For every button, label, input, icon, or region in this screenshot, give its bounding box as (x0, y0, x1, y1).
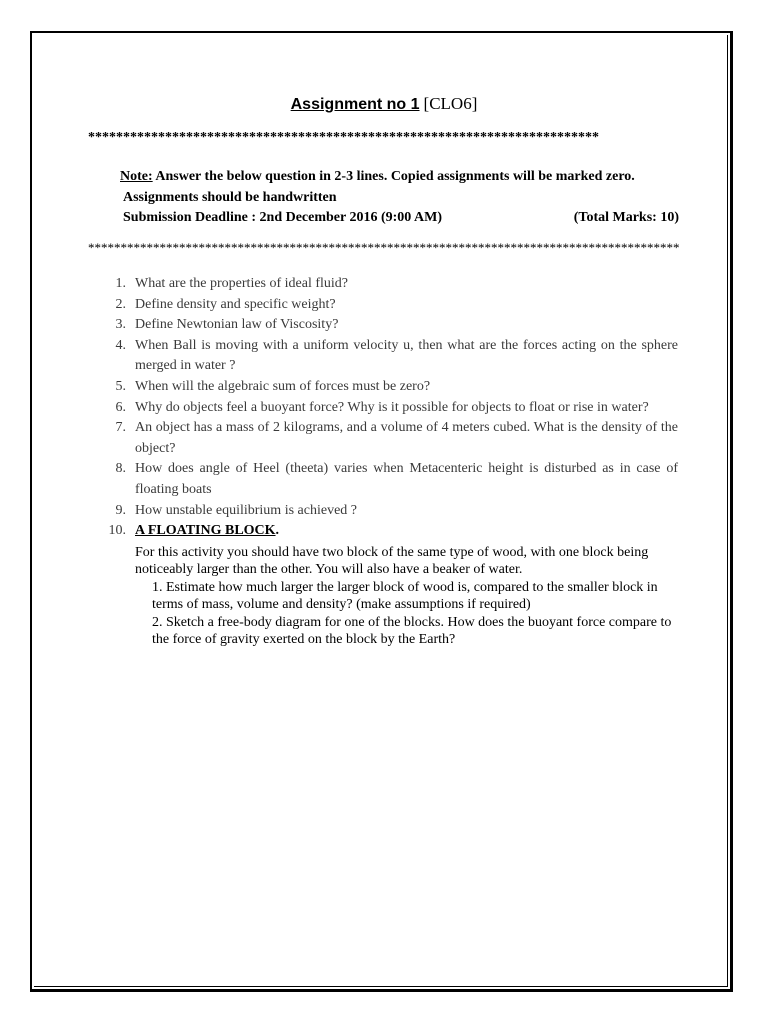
question-text: What are the properties of ideal fluid? (135, 276, 349, 291)
question-item (100, 315, 678, 336)
question-item-activity (100, 521, 678, 649)
question-text: Why do objects feel a buoyant force? Why is it possible for objects to float or rise in water? (135, 399, 649, 415)
total-marks: (Total Marks: 10) (573, 210, 679, 225)
question-item (100, 418, 678, 459)
question-text: How unstable equilibrium is achieved ? (135, 502, 357, 518)
question-number: 9. (115, 502, 126, 518)
question-number: 6. (115, 399, 126, 415)
question-item (100, 274, 678, 295)
question-number: 2. (115, 296, 126, 312)
question-text: Define Newtonian law of Viscosity? (135, 317, 339, 333)
question-item (100, 377, 678, 398)
activity-heading-dot: . (275, 523, 280, 539)
question-text: Define density and specific weight? (135, 296, 336, 312)
question-item (100, 501, 678, 522)
question-text: When Ball is moving with a uniform velocity u, then what are the forces acting on the sphere merged in water ? (135, 337, 678, 374)
course-code: [CLO6] (423, 94, 478, 113)
activity-heading: A FLOATING BLOCK (135, 523, 276, 539)
question-item (100, 336, 678, 377)
question-number: 3. (115, 317, 126, 333)
question-number: 4. (115, 337, 126, 353)
activity-task-2: 2. Sketch a free-body diagram for one of the blocks. How does the buoyant force compare to the force of gravity exerted on the block by the Earth? (152, 614, 672, 648)
question-text: When will the algebraic sum of forces must be zero? (135, 378, 431, 394)
question-number: 7. (115, 420, 126, 436)
separator-top: ************************************************************************* (88, 130, 599, 145)
note-label: Note: (120, 169, 153, 184)
assignment-title (0, 94, 768, 115)
question-number: 8. (115, 461, 126, 477)
question-number: 10. (108, 523, 126, 539)
question-text: How does angle of Heel (theeta) varies when Metacenteric height is disturbed as in case of floating boats (135, 461, 678, 497)
submission-deadline: Submission Deadline : 2nd December 2016 (9:00 AM) (123, 210, 443, 225)
question-item (100, 459, 678, 500)
assignment-title-text: Assignment no 1 (290, 96, 420, 113)
separator-bottom: ******************************************************************************************* (88, 240, 680, 255)
question-heading (135, 521, 678, 542)
question-text: An object has a mass of 2 kilograms, and a volume of 4 meters cubed. What is the density of the object? (135, 420, 678, 456)
question-number: 1. (115, 276, 126, 291)
note-text: Answer the below question in 2-3 lines. Copied assignments will be marked zero. (152, 169, 635, 184)
note-line-3 (123, 208, 683, 228)
note-line-2: Assignments should be handwritten (123, 190, 337, 205)
question-list (100, 274, 678, 649)
question-item (100, 398, 678, 419)
question-item (100, 295, 678, 316)
activity-intro: For this activity you should have two block of the same type of wood, with one block being noticeably larger than the other. You will also have a beaker of water. (135, 544, 649, 578)
question-number: 5. (115, 378, 126, 394)
note-line-1 (120, 167, 680, 187)
activity-task-1: 1. Estimate how much larger the larger block of wood is, compared to the smaller block in terms of mass, volume and density? (make assumptions if required) (152, 579, 658, 613)
activity-body (135, 544, 678, 649)
